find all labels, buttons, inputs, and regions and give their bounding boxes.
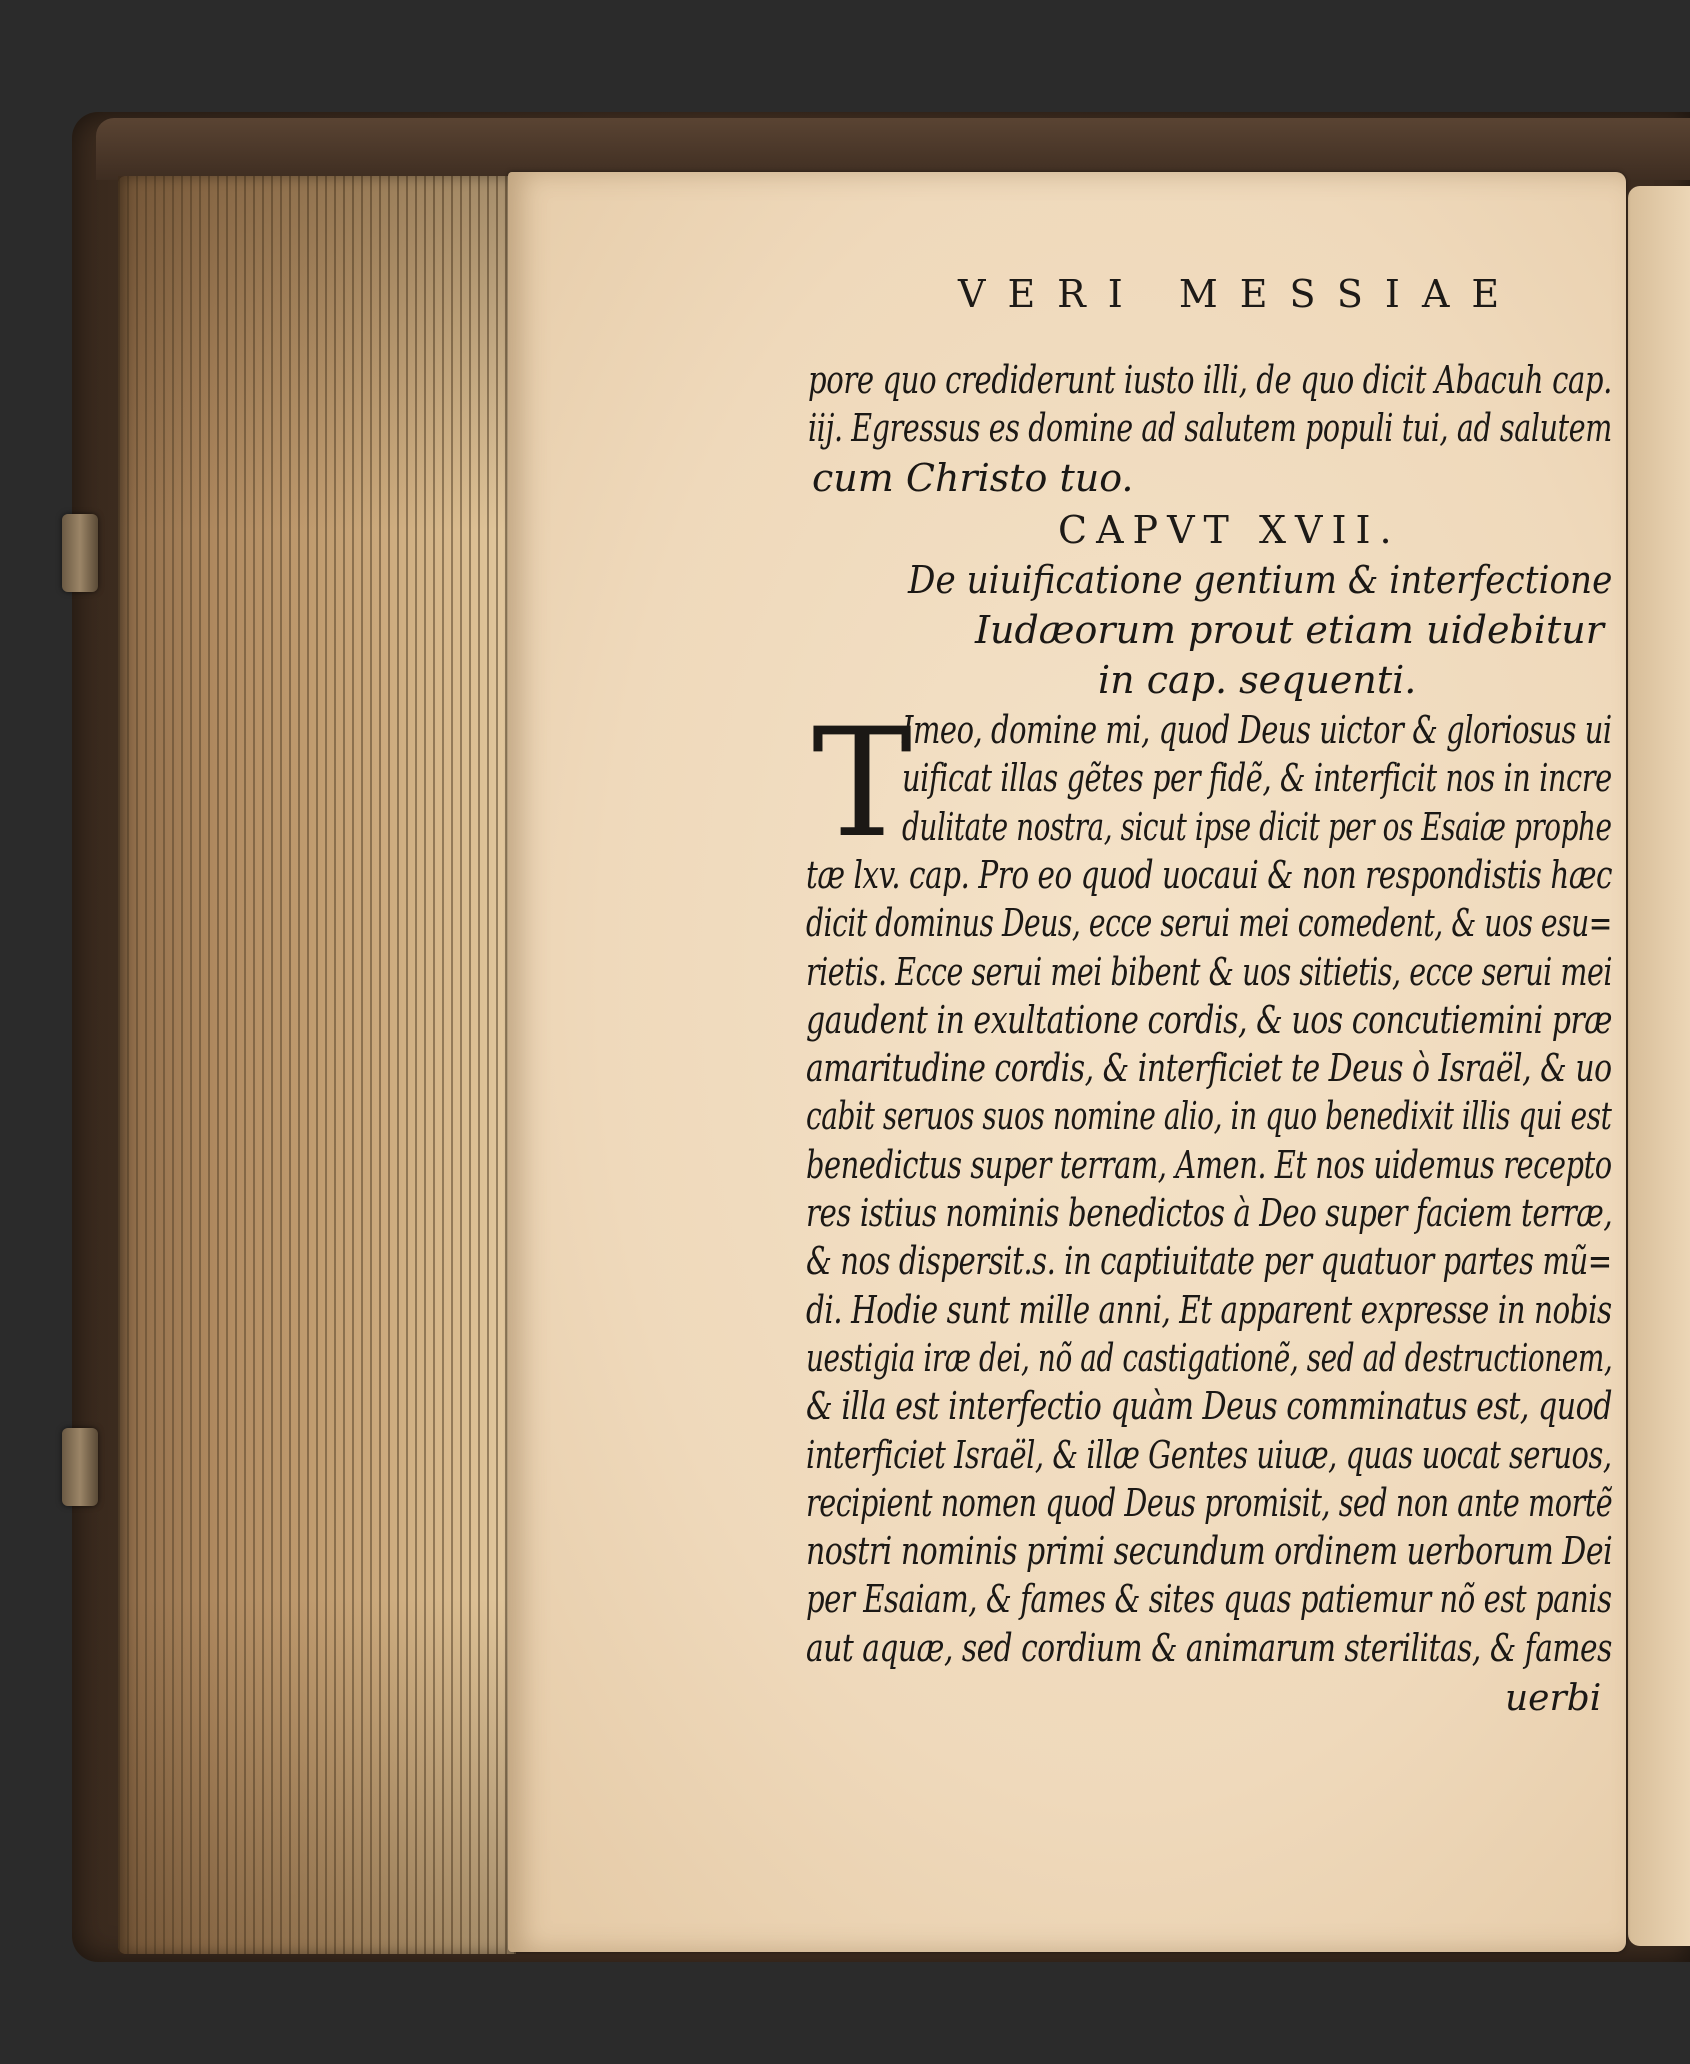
chapter-title: CAPVT XVII. <box>1058 508 1401 552</box>
top-line-3: cum Christo tuo. <box>812 456 1134 500</box>
body-line: aut aquæ, sed cordium & animarum sterilitas, & fames <box>806 1625 1612 1670</box>
body-line: amaritudine cordis, & interficiet te Deus ò Israël, & uo <box>806 1046 1612 1091</box>
catchword: uerbi <box>1505 1678 1602 1719</box>
body-line: dicit dominus Deus, ecce serui mei comedent, & uos esu= <box>806 901 1612 946</box>
body-line: per Esaiam, & fames & sites quas patiemur nõ est panis <box>806 1577 1612 1622</box>
left-page-stack <box>118 176 516 1954</box>
body-line: tæ lxv. cap. Pro eo quod uocaui & non respondistis hæc <box>806 852 1613 897</box>
body-line: recipient nomen quod Deus promisit, sed non ante mortẽ <box>806 1480 1613 1525</box>
lower-clasp-icon <box>62 1428 98 1506</box>
upper-clasp-icon <box>62 514 98 592</box>
body-line: interficiet Israël, & illæ Gentes uiuæ, quas uocat seruos, <box>806 1432 1612 1477</box>
body-line: Imeo, domine mi, quod Deus uictor & gloriosus ui <box>902 708 1612 752</box>
cover-top-edge <box>96 118 1690 180</box>
body-line: benedictus super terram, Amen. Et nos uidemus recepto <box>806 1142 1612 1187</box>
running-head: VERI MESSIAE <box>958 272 1522 316</box>
chapter-subtitle-1: De uiuificatione gentium & interfectione <box>908 558 1613 602</box>
chapter-subtitle-2: Iudæorum prout etiam uidebitur <box>975 608 1604 652</box>
body-line: & illa est interfectio quàm Deus comminatus est, quod <box>806 1384 1612 1429</box>
body-line: rietis. Ecce serui mei bibent & uos sitietis, ecce serui mei <box>806 949 1613 994</box>
body-line: uificat illas gẽtes per fidẽ, & interficit nos in incre <box>902 756 1612 801</box>
body-line: & nos dispersit.s. in captiuitate per quatuor partes mũ= <box>806 1239 1612 1284</box>
next-page-edge <box>1628 186 1690 1946</box>
body-line: cabit seruos suos nomine alio, in quo benedixit illis qui est <box>806 1094 1612 1139</box>
body-line: gaudent in exultatione cordis, & uos concutiemini præ <box>806 997 1612 1042</box>
top-line-1: pore quo crediderunt iusto illi, de quo dicit Abacuh cap. <box>808 358 1613 402</box>
drop-cap: T <box>812 697 913 871</box>
chapter-subtitle-3: in cap. sequenti. <box>1098 658 1417 702</box>
body-line: uestigia iræ dei, nõ ad castigationẽ, sed ad destructionem, <box>806 1335 1613 1380</box>
body-line: dulitate nostra, sicut ipse dicit per os Esaiæ prophe <box>902 804 1612 849</box>
body-line: di. Hodie sunt mille anni, Et apparent expresse in nobis <box>806 1287 1612 1332</box>
top-line-2: iij. Egressus es domine ad salutem populi tui, ad salutem <box>808 406 1612 450</box>
body-line: res istius nominis benedictos à Deo super faciem terræ, <box>806 1191 1613 1235</box>
body-line: nostri nominis primi secundum ordinem uerborum Dei <box>806 1529 1613 1574</box>
